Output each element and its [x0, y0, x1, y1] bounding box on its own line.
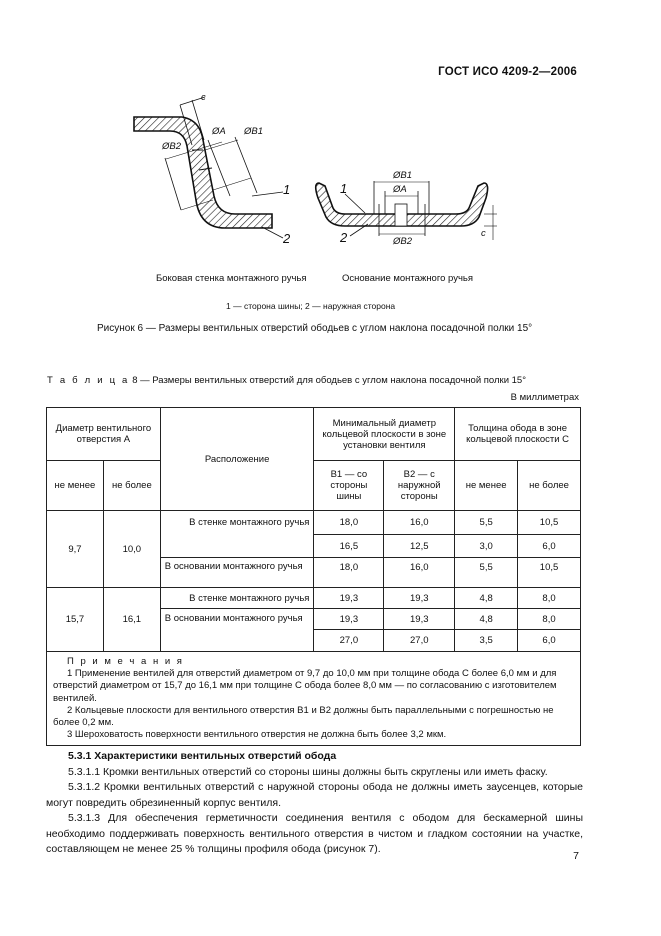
- cell-c-max: 10,5: [518, 511, 581, 535]
- label-2-left: 2: [283, 231, 291, 246]
- caption-side-wall: Боковая стенка монтажного ручья: [156, 273, 307, 284]
- note-2: 2 Кольцевые плоскости для вентильного отверстия B1 и B2 должны быть параллельными с погрешностью не более 0,2 мм.: [53, 704, 554, 729]
- cell-b2: 19,3: [384, 609, 455, 630]
- cell-location: В основании монтажного ручья: [160, 558, 314, 588]
- label-c-left: c: [201, 92, 206, 103]
- header-b1: B1 — со стороны шины: [314, 461, 384, 511]
- table-units: В миллиметрах: [510, 392, 579, 403]
- valve-hole-table: [46, 407, 581, 746]
- label-dA-left: ØA: [212, 126, 226, 137]
- cell-b1: 19,3: [314, 609, 384, 630]
- cell-c-max: 8,0: [518, 609, 581, 630]
- section-heading: 5.3.1 Характеристики вентильных отверстий обода: [68, 750, 337, 762]
- cell-location: В стенке монтажного ручья: [160, 511, 314, 558]
- paragraph-5-3-1-3: 5.3.1.3 Для обеспечения герметичности соединения вентиля с ободом для бескамерной шины необходимо поддерживать поверхность вентильного отверстия в чистом и гладком состоянии на участке, составляющем не менее 25 % толщины профиля обода (рисунок 7).: [46, 812, 583, 855]
- note-1: 1 Применение вентилей для отверстий диаметром от 9,7 до 10,0 мм при толщине обода C более 6,0 мм и для отверстий диаметром от 15,7 до 16,1 мм при толщине C обода более 8,0 мм — по согласованию с изготовителем вентилей.: [53, 668, 557, 704]
- label-dB1-right: ØB1: [393, 170, 413, 181]
- table-title-prefix: Т а б л и ц а: [47, 375, 130, 386]
- header-a-max: не более: [103, 461, 160, 511]
- cell-b1: 18,0: [314, 558, 384, 588]
- header-c-max: не более: [518, 461, 581, 511]
- cell-c-min: 4,8: [455, 609, 518, 630]
- cell-b1: 27,0: [314, 630, 384, 652]
- page-number: 7: [573, 850, 579, 862]
- notes-heading: П р и м е ч а н и я: [67, 656, 184, 667]
- cell-b2: 12,5: [384, 535, 455, 558]
- cell-location: В основании монтажного ручья: [160, 609, 314, 652]
- header-diameter: Диаметр вентильного отверстия A: [47, 408, 161, 461]
- label-dB1-left: ØB1: [244, 126, 264, 137]
- table-title-text: 8 — Размеры вентильных отверстий для ободьев с углом наклона посадочной полки 15°: [132, 375, 527, 386]
- figure-side-wall: [0, 0, 661, 300]
- header-a-min: не менее: [47, 461, 104, 511]
- cell-c-max: 10,5: [518, 558, 581, 588]
- cell-a-min: 9,7: [47, 511, 104, 588]
- caption-base: Основание монтажного ручья: [342, 273, 473, 284]
- figure-legend: 1 — сторона шины; 2 — наружная сторона: [226, 301, 396, 311]
- note-3: 3 Шероховатость поверхности вентильного отверстия не должна быть более 3,2 мкм.: [67, 729, 447, 741]
- cell-b2: 27,0: [384, 630, 455, 652]
- header-thickness: Толщина обода в зоне кольцевой плоскости C: [455, 408, 581, 461]
- label-c-right: c: [481, 228, 486, 239]
- figure-title: Рисунок 6 — Размеры вентильных отверстий ободьев с углом наклона посадочной полки 15°: [97, 323, 533, 334]
- paragraph-5-3-1-1: 5.3.1.1 Кромки вентильных отверстий со стороны шины должны быть скруглены или иметь фаску.: [68, 765, 548, 778]
- cell-c-min: 5,5: [455, 558, 518, 588]
- cell-b2: 16,0: [384, 511, 455, 535]
- cell-b1: 18,0: [314, 511, 384, 535]
- paragraph-5-3-1-2: 5.3.1.2 Кромки вентильных отверстий с наружной стороны обода не должны иметь заусенцев, которые могут повредить обрезиненный корпус вентиля.: [46, 781, 583, 809]
- cell-b2: 16,0: [384, 558, 455, 588]
- cell-location: В стенке монтажного ручья: [160, 588, 314, 609]
- header-c-min: не менее: [455, 461, 518, 511]
- label-2-right: 2: [340, 230, 348, 245]
- document-header: ГОСТ ИСО 4209-2—2006: [438, 66, 577, 78]
- header-b2: B2 — с наружной стороны: [384, 461, 455, 511]
- cell-a-max: 16,1: [103, 588, 160, 652]
- cell-a-min: 15,7: [47, 588, 104, 652]
- section-5-3-1: [46, 749, 583, 858]
- table-notes: [47, 652, 581, 746]
- cell-c-min: 4,8: [455, 588, 518, 609]
- label-dA-right: ØA: [393, 184, 407, 195]
- header-location: Расположение: [160, 408, 314, 511]
- label-1-right: 1: [340, 181, 348, 196]
- cell-b1: 19,3: [314, 588, 384, 609]
- cell-b1: 16,5: [314, 535, 384, 558]
- cell-c-max: 6,0: [518, 630, 581, 652]
- cell-c-min: 5,5: [455, 511, 518, 535]
- cell-a-max: 10,0: [103, 511, 160, 588]
- label-dB2-left: ØB2: [162, 141, 182, 152]
- cell-c-min: 3,5: [455, 630, 518, 652]
- cell-b2: 19,3: [384, 588, 455, 609]
- header-min-diameter: Минимальный диаметр кольцевой плоскости в зоне установки вентиля: [314, 408, 455, 461]
- cell-c-max: 8,0: [518, 588, 581, 609]
- label-dB2-right: ØB2: [393, 236, 413, 247]
- cell-c-min: 3,0: [455, 535, 518, 558]
- table-title: [47, 375, 526, 386]
- label-1-left: 1: [283, 182, 291, 197]
- cell-c-max: 6,0: [518, 535, 581, 558]
